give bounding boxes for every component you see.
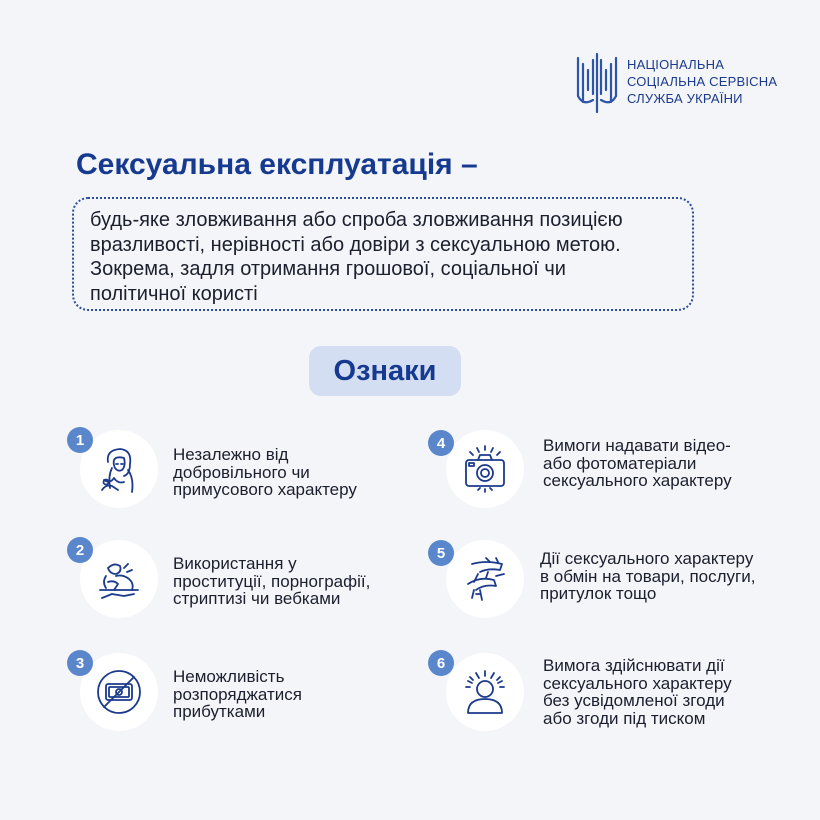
number-badge: 4 xyxy=(428,430,454,456)
crouching-person-icon xyxy=(94,554,144,604)
page-title: Сексуальна експлуатація – xyxy=(76,148,478,181)
exchange-hands-icon xyxy=(460,554,510,604)
number-badge: 3 xyxy=(67,650,93,676)
sign-label: Неможливість розпоряджатися прибутками xyxy=(173,667,303,721)
logo-line-3: СЛУЖБА УКРАЇНИ xyxy=(627,91,743,106)
sign-label: Вимога здійснювати дії сексуального характеру без усвідомленої згоди або згоди під тиском xyxy=(543,656,732,728)
sign-label: Дії сексуального характеру в обмін на товари, послуги, притулок тощо xyxy=(540,549,756,603)
signs-heading: Ознаки xyxy=(309,346,461,396)
icon-circle xyxy=(446,540,524,618)
sign-label: Незалежно від добровільного чи примусового характеру xyxy=(173,445,357,499)
icon-circle xyxy=(446,653,524,731)
number-badge: 2 xyxy=(67,537,93,563)
number-badge: 1 xyxy=(67,427,93,453)
icon-circle xyxy=(446,430,524,508)
definition-text: будь-яке зловживання або спроба зловживання позицією вразливості, нерівності або довіри з сексуальною метою. Зокрема, задля отримання грошової, соціальної чи політичної користі xyxy=(90,209,623,305)
number-badge: 5 xyxy=(428,540,454,566)
number-badge: 6 xyxy=(428,650,454,676)
trident-logo-icon xyxy=(575,50,619,114)
logo-line-2: СОЦІАЛЬНА СЕРВІСНА xyxy=(627,74,778,89)
stressed-person-icon xyxy=(460,667,510,717)
nsss-logo xyxy=(575,50,777,114)
logo-line-1: НАЦІОНАЛЬНА xyxy=(627,57,725,72)
no-money-icon xyxy=(94,667,144,717)
sign-label: Використання у проституції, порнографії, стриптизі чи вебками xyxy=(173,554,371,608)
logo-text xyxy=(627,56,777,107)
camera-icon xyxy=(460,444,510,494)
sign-label: Вимоги надавати відео- або фотоматеріали сексуального характеру xyxy=(543,436,732,490)
distressed-woman-icon xyxy=(94,444,144,494)
